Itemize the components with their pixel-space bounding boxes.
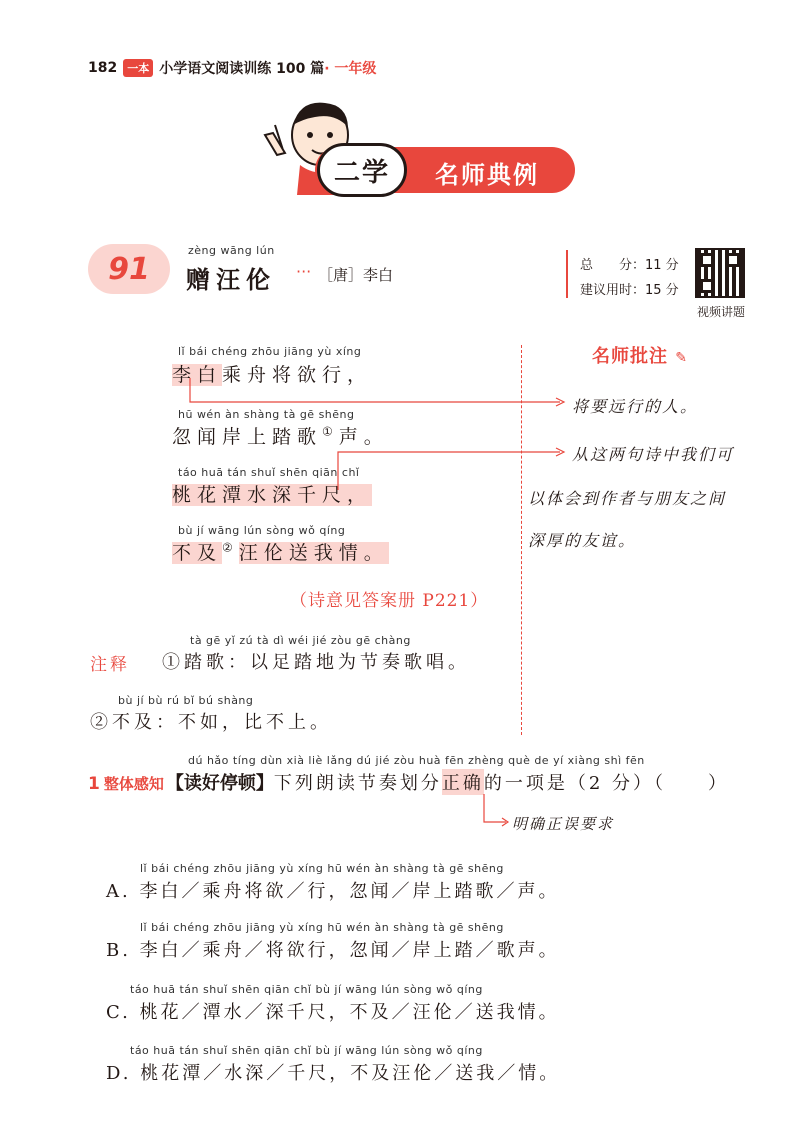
poem-line4-pinyin: bù jí wāng lún sòng wǒ qíng — [178, 524, 346, 537]
teacher-note-2-line3: 深厚的友谊。 — [528, 531, 637, 550]
question-tag: 【读好停顿】 — [165, 773, 274, 794]
annotations-label: 注释 — [90, 655, 130, 675]
option-c[interactable]: C. 桃花／潭水／深千尺，不及／汪伦／送我情。 — [106, 1002, 560, 1023]
section-title-circle: 二学 — [317, 143, 407, 197]
question-emphasis: 正确 — [442, 769, 484, 795]
teacher-note-2-line1: 从这两句诗中我们可 — [572, 445, 735, 464]
question-pinyin: dú hǎo tíng dùn xià liè lǎng dú jié zòu huà fēn zhèng què de yí xiàng shì fēn — [188, 754, 645, 767]
poem-line4: 不及②汪伦送我情。 — [172, 540, 389, 564]
page-header — [88, 57, 376, 79]
score-box — [566, 250, 684, 298]
page-number: 182 — [88, 60, 118, 76]
option-b-pinyin: lǐ bái chéng zhōu jiāng yù xíng hū wén àn shàng tà gē shēng — [140, 921, 504, 934]
annotation-1-pinyin: tà gē yǐ zú tà dì wéi jié zòu gē chàng — [190, 634, 411, 647]
poem-line1-pinyin: lǐ bái chéng zhōu jiāng yù xíng — [178, 345, 362, 358]
poem-line1: 李白乘舟将欲行， — [172, 364, 373, 386]
requirement-arrow — [470, 792, 510, 832]
title-dots: ··· — [296, 262, 312, 281]
qr-code[interactable] — [695, 248, 745, 298]
qr-caption: 视频讲题 — [697, 305, 746, 319]
lesson-title-pinyin: zèng wāng lún — [188, 244, 275, 257]
answer-reference: （诗意见答案册 P221） — [290, 591, 489, 611]
question-number: 1 — [88, 774, 100, 794]
option-d[interactable]: D. 桃花潭／水深／千尺，不及汪伦／送我／情。 — [106, 1063, 561, 1084]
option-a-pinyin: lǐ bái chéng zhōu jiāng yù xíng hū wén àn shàng tà gē shēng — [140, 862, 504, 875]
brand-badge: 一本 — [123, 59, 153, 77]
pen-icon: ✎ — [675, 350, 689, 366]
question-stem: 1 整体感知 【读好停顿】 下列朗读节奏划分 正确 的一项是（2 分）（ ） — [88, 769, 729, 795]
section-banner — [255, 95, 575, 205]
score-label: 总 分：11 分 — [580, 258, 679, 273]
teacher-note-1: 将要远行的人。 — [572, 397, 699, 416]
grade-label: · 一年级 — [324, 61, 377, 77]
option-a[interactable]: A. 李白／乘舟将欲／行，忽闻／岸上踏歌／声。 — [106, 881, 560, 902]
teacher-notes-title: 名师批注 ✎ — [592, 346, 689, 367]
option-d-pinyin: táo huā tán shuǐ shēn qiān chǐ bù jí wāng lún sòng wǒ qíng — [130, 1044, 483, 1057]
lesson-author: ［唐］李白 — [318, 266, 394, 284]
teacher-note-3: 明确正误要求 — [512, 815, 615, 833]
section-subtitle: 名师典例 — [435, 161, 539, 189]
option-b[interactable]: B. 李白／乘舟／将欲行，忽闻／岸上踏／歌声。 — [106, 940, 560, 961]
annotation-2: ②不及：不如，比不上。 — [90, 712, 332, 733]
teacher-note-2-line2: 以体会到作者与朋友之间 — [528, 489, 727, 508]
lesson-title: 赠汪伦 — [186, 266, 276, 294]
poem-line2: 忽闻岸上踏歌①声。 — [172, 424, 389, 448]
annotation-2-pinyin: bù jí bù rú bǐ bú shàng — [118, 694, 254, 707]
poem-line3: 桃花潭水深千尺， — [172, 484, 373, 506]
poem-line2-pinyin: hū wén àn shàng tà gē shēng — [178, 408, 355, 421]
poem-line3-pinyin: táo huā tán shuǐ shēn qiān chǐ — [178, 466, 360, 479]
time-label: 建议用时：15 分 — [580, 283, 679, 298]
annotation-1: ①踏歌：以足踏地为节奏歌唱。 — [162, 652, 470, 673]
question-category: 整体感知 — [103, 775, 164, 793]
lesson-number-badge: 91 — [88, 244, 170, 294]
option-c-pinyin: táo huā tán shuǐ shēn qiān chǐ bù jí wāng lún sòng wǒ qíng — [130, 983, 483, 996]
book-title: 小学语文阅读训练 100 篇 — [159, 61, 325, 77]
